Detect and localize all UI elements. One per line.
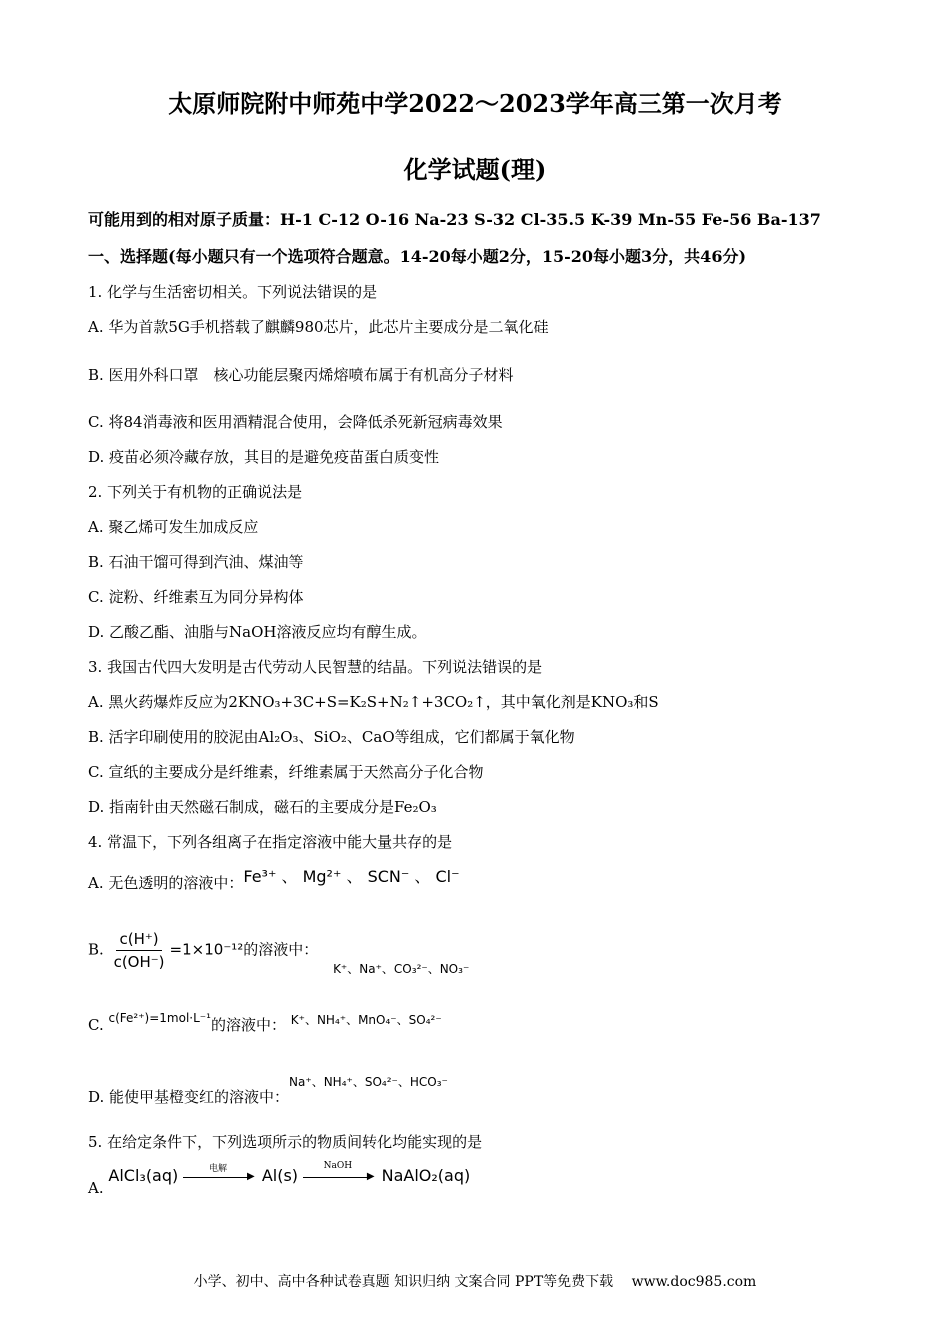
question-4-option-a	[88, 867, 460, 893]
concentration-ratio-fraction	[111, 930, 168, 971]
option-a-prefix: A.	[88, 1179, 104, 1197]
question-3-option-a: A. 黑火药爆炸反应为2KNO₃+3C+S=K₂S+N₂↑+3CO₂↑，其中氧化剂是KNO₃和S	[88, 693, 659, 711]
product-naalo2: NaAlO₂(aq)	[381, 1166, 471, 1185]
question-2-option-b: B. 石油干馏可得到汽油、煤油等	[88, 553, 304, 571]
option-b-suffix: 的溶液中：	[243, 940, 319, 959]
question-1-option-d: D. 疫苗必须冷藏存放，其目的是避免疫苗蛋白质变性	[88, 448, 440, 466]
question-3-option-d: D. 指南针由天然磁石制成，磁石的主要成分是Fe₂O₃	[88, 798, 437, 816]
option-c-prefix: C.	[88, 1016, 104, 1034]
option-d-prefix: D. 能使甲基橙变红的溶液中：	[88, 1088, 290, 1106]
naoh-arrow	[303, 1161, 377, 1184]
question-4-option-c	[88, 1011, 442, 1035]
atomic-masses: 可能用到的相对原子质量：H-1 C-12 O-16 Na-23 S-32 Cl-35.5 K-39 Mn-55 Fe-56 Ba-137	[88, 210, 821, 229]
electrolysis-arrow	[183, 1164, 257, 1184]
ratio-value: =1×10⁻¹²	[169, 940, 244, 959]
option-a-prefix: A. 无色透明的溶液中：	[88, 874, 244, 892]
arrow-label-naoh: NaOH	[323, 1161, 353, 1171]
question-1-option-b: B. 医用外科口罩 核心功能层聚丙烯熔喷布属于有机高分子材料	[88, 366, 514, 384]
reactant-alcl3: AlCl₃(aq)	[108, 1166, 179, 1185]
question-4-stem: 4. 常温下，下列各组离子在指定溶液中能大量共存的是	[88, 833, 453, 851]
question-2-option-a: A. 聚乙烯可发生加成反应	[88, 518, 259, 536]
exam-subtitle: 化学试题(理)	[403, 155, 547, 184]
fraction-denominator: c(OH⁻)	[113, 953, 165, 971]
fraction-numerator: c(H⁺)	[116, 930, 161, 951]
intermediate-al: Al(s)	[261, 1166, 299, 1185]
section-heading: 一、选择题(每小题只有一个选项符合题意。14-20每小题2分，15-20每小题3分，共46分)	[88, 247, 747, 266]
question-3-stem: 3. 我国古代四大发明是古代劳动人民智慧的结晶。下列说法错误的是	[88, 658, 543, 676]
question-2-option-c: C. 淀粉、纤维素互为同分异构体	[88, 588, 304, 606]
arrow-head-icon: ▶	[366, 1171, 375, 1182]
option-c-ions: K⁺、NH₄⁺、MnO₄⁻、SO₄²⁻	[290, 1013, 442, 1027]
question-3-option-c: C. 宣纸的主要成分是纤维素，纤维素属于天然高分子化合物	[88, 763, 484, 781]
question-3-option-b: B. 活字印刷使用的胶泥由Al₂O₃、SiO₂、CaO等组成，它们都属于氧化物	[88, 728, 575, 746]
question-2-option-d: D. 乙酸乙酯、油脂与NaOH溶液反应均有醇生成。	[88, 623, 427, 641]
question-4-option-d	[88, 1070, 448, 1106]
question-5-stem: 5. 在给定条件下，下列选项所示的物质间转化均能实现的是	[88, 1133, 483, 1151]
option-b-prefix: B.	[88, 940, 104, 959]
option-b-ions: K⁺、Na⁺、CO₃²⁻、NO₃⁻	[333, 961, 470, 976]
question-1-option-c: C. 将84消毒液和医用酒精混合使用，会降低杀死新冠病毒效果	[88, 413, 503, 431]
option-d-ions: Na⁺、NH₄⁺、SO₄²⁻、HCO₃⁻	[289, 1075, 448, 1089]
option-a-ions: Fe³⁺ 、 Mg²⁺ 、 SCN⁻ 、 Cl⁻	[243, 867, 460, 886]
question-4-option-b	[88, 930, 470, 976]
question-5-option-a	[88, 1161, 471, 1197]
page-footer: 小学、初中、高中各种试卷真题 知识归纳 文案合同 PPT等免费下载 www.doc985.com	[193, 1274, 757, 1290]
question-2-stem: 2. 下列关于有机物的正确说法是	[88, 483, 303, 501]
option-c-condition: c(Fe²⁺)=1mol·L⁻¹	[108, 1011, 211, 1025]
question-1-stem: 1. 化学与生活密切相关。下列说法错误的是	[88, 283, 378, 301]
arrow-head-icon: ▶	[247, 1171, 255, 1182]
question-1-option-a: A. 华为首款5G手机搭载了麒麟980芯片，此芯片主要成分是二氧化硅	[88, 318, 549, 336]
option-c-suffix: 的溶液中：	[210, 1016, 286, 1034]
arrow-label-electrolysis: 电解	[209, 1164, 228, 1174]
exam-title: 太原师院附中师苑中学2022～2023学年高三第一次月考	[168, 89, 782, 118]
